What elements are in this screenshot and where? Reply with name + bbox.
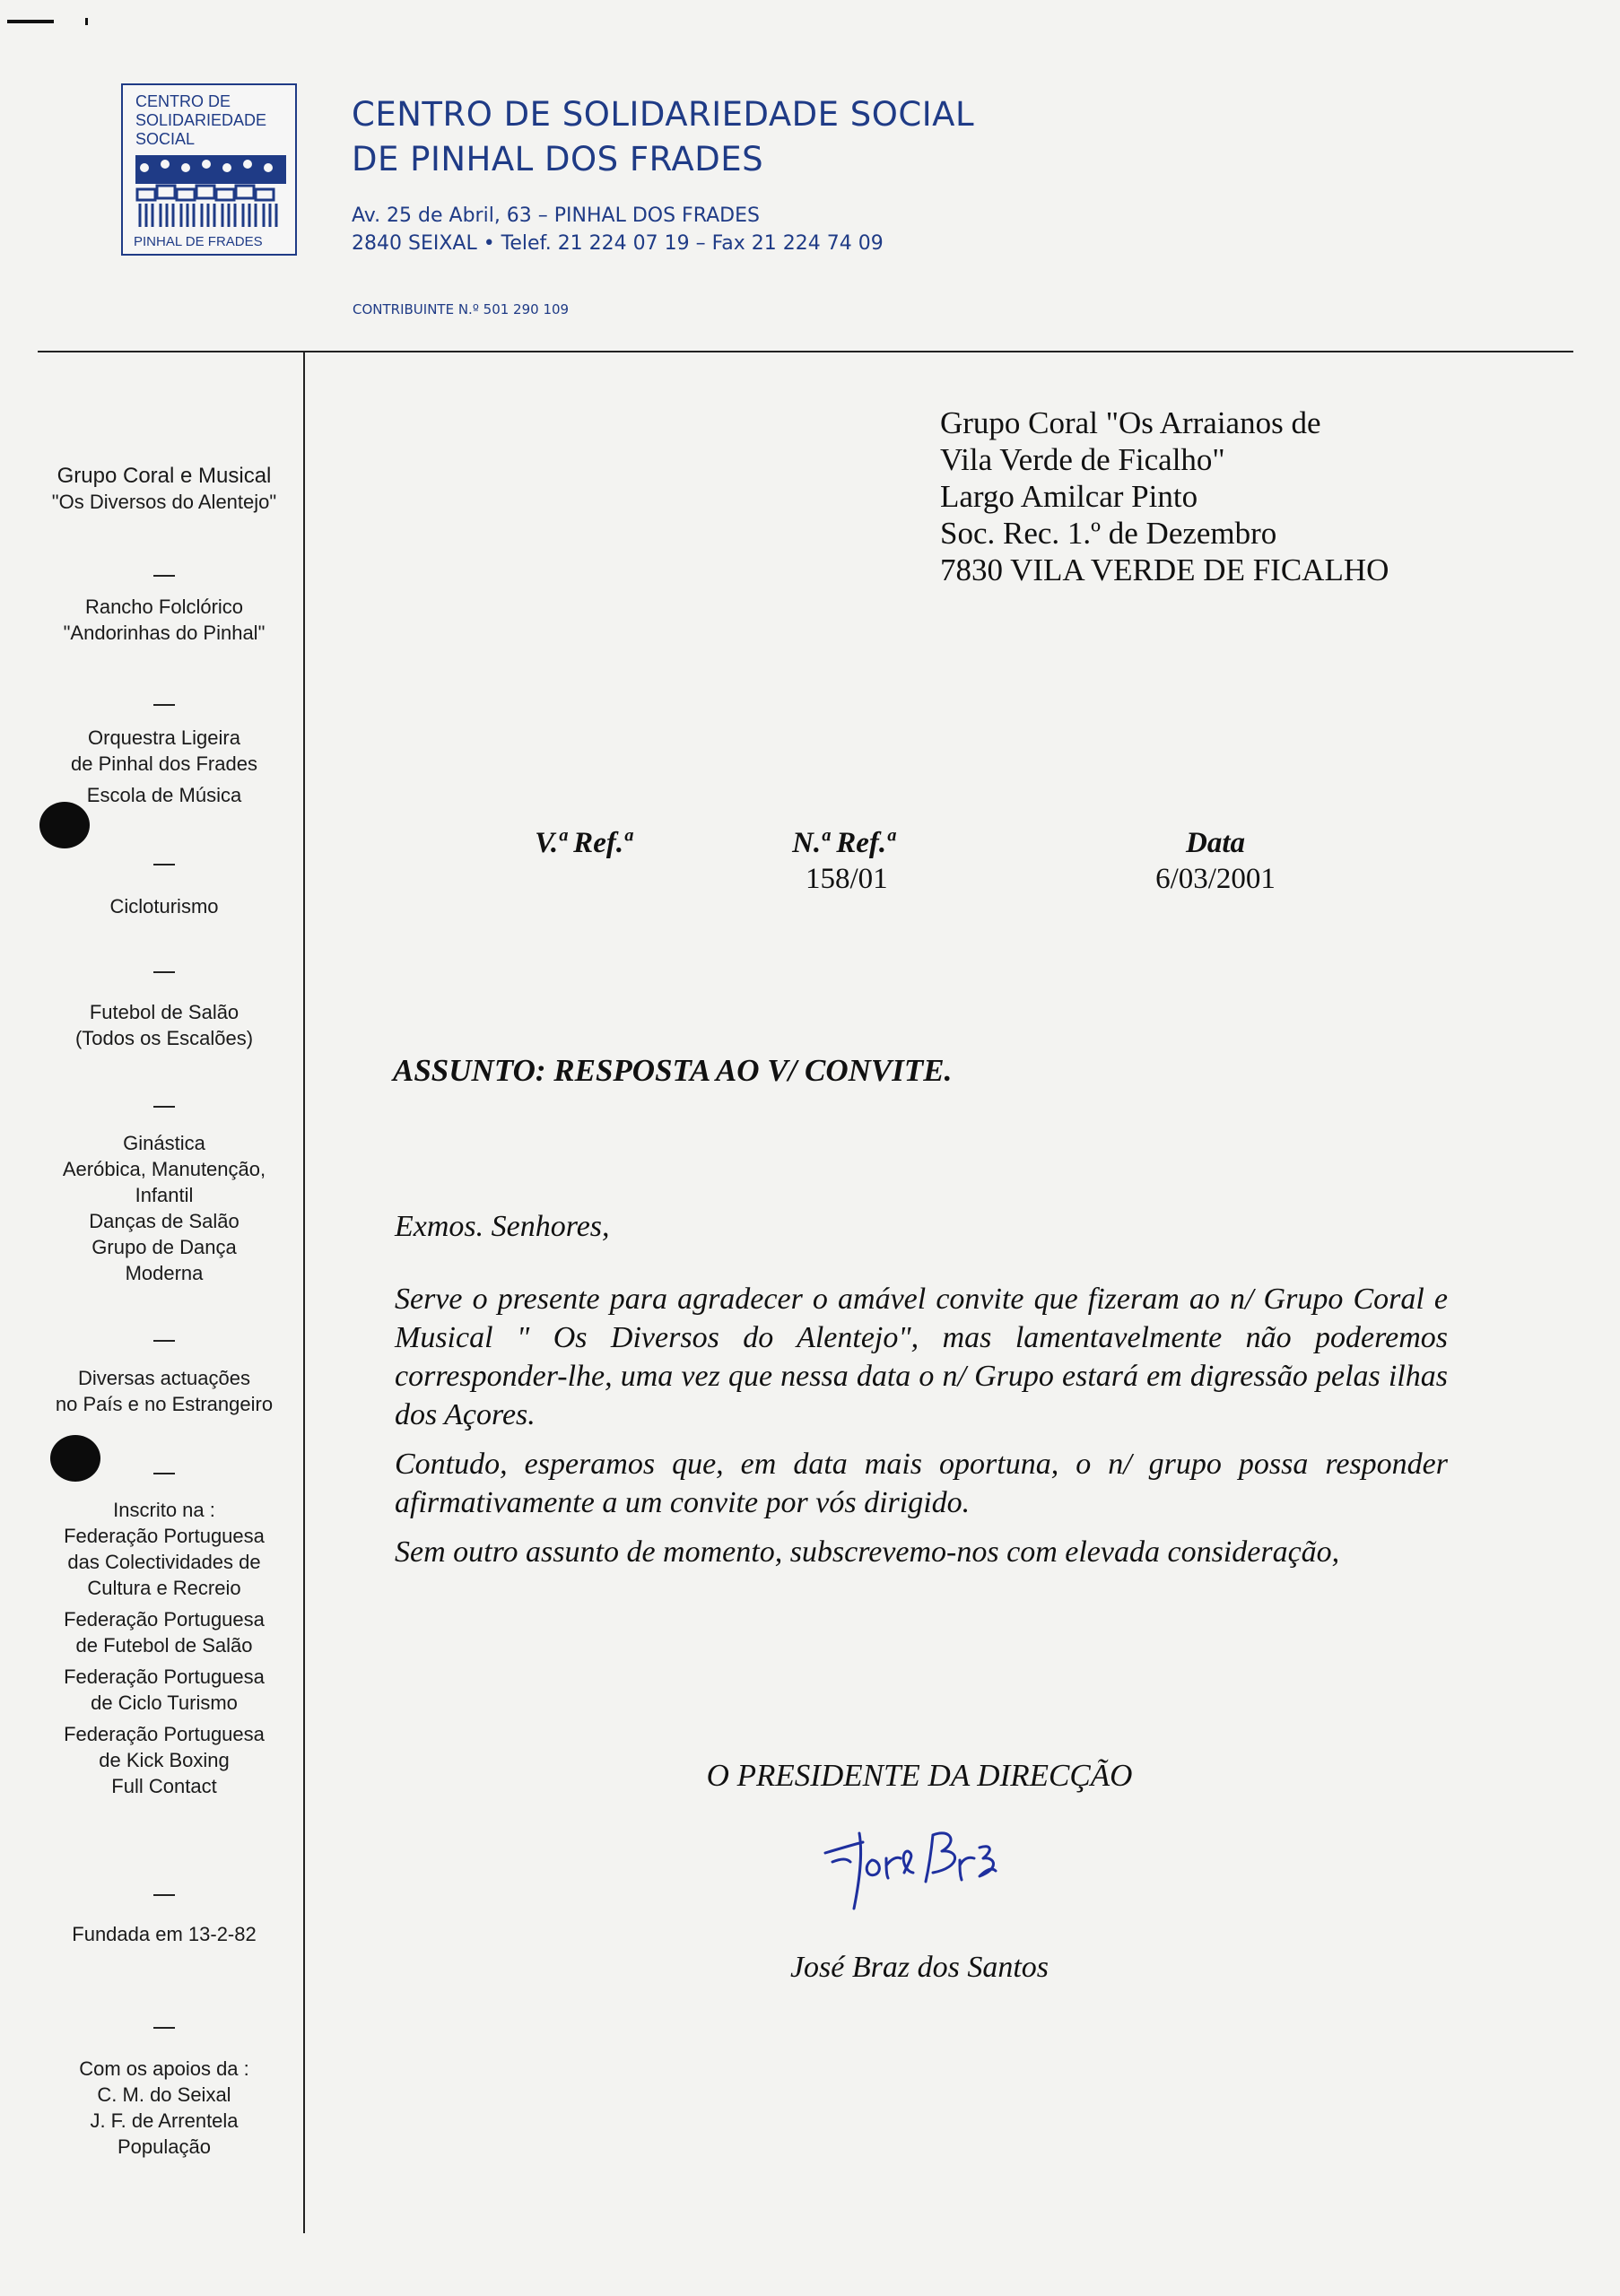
sidebar-line: Ginástica: [123, 1132, 205, 1154]
our-reference-value: 158/01: [806, 863, 888, 895]
sidebar-group: [34, 463, 294, 515]
sidebar-line: Moderna: [125, 1262, 204, 1284]
letter-date: [1121, 825, 1310, 897]
recipient-line: Largo Amilcar Pinto: [940, 479, 1198, 514]
sidebar-separator: [34, 2009, 294, 2035]
sidebar-line: de Ciclo Turismo: [91, 1692, 238, 1714]
sidebar-line: das Colectividades de: [67, 1551, 261, 1573]
our-reference: [762, 825, 924, 897]
sidebar-line: População: [118, 2135, 211, 2158]
sidebar-line: Grupo de Dança: [91, 1236, 237, 1258]
tax-number: CONTRIBUINTE N.º 501 290 109: [353, 301, 570, 317]
logo-caption: PINHAL DE FRADES: [134, 234, 263, 249]
address-line1: Av. 25 de Abril, 63 – PINHAL DOS FRADES: [352, 204, 760, 227]
logo-line: SOCIAL: [135, 130, 196, 148]
date-label: Data: [1186, 827, 1245, 859]
body-paragraph: Contudo, esperamos que, em data mais oportuna, o n/ grupo possa responder afirmativamente a um convite por vós dirigido.: [395, 1448, 1448, 1519]
sidebar-line: J. F. de Arrentela: [90, 2109, 239, 2132]
sidebar-line: de Kick Boxing: [99, 1749, 230, 1771]
logo-line: CENTRO DE: [135, 92, 231, 110]
your-reference: [502, 825, 664, 861]
sidebar-line: Diversas actuações: [78, 1367, 250, 1389]
punch-hole: [39, 802, 90, 848]
sidebar-separator: [34, 953, 294, 979]
sidebar-line: Full Contact: [111, 1775, 217, 1797]
sidebar-line: Fundada em 13-2-82: [72, 1923, 257, 1945]
sidebar-separator: [34, 846, 294, 872]
organization-name-line1: CENTRO DE SOLIDARIEDADE SOCIAL: [352, 95, 975, 134]
sidebar-line: "Andorinhas do Pinhal": [63, 622, 266, 644]
header-divider: [38, 351, 1573, 352]
body-paragraph: Sem outro assunto de momento, subscrevemo-nos com elevada consideração,: [395, 1535, 1340, 1569]
sidebar-line: Rancho Folclórico: [84, 596, 244, 618]
sidebar-line: Futebol de Salão: [89, 1001, 240, 1023]
sidebar-group: [34, 725, 294, 808]
sidebar-separator: [34, 557, 294, 583]
choir-figures-icon: [135, 155, 286, 232]
sidebar-line: Orquestra Ligeira: [88, 726, 240, 749]
sidebar-line: Inscrito na :: [113, 1499, 215, 1521]
sidebar-line: Aeróbica, Manutenção,: [62, 1158, 266, 1180]
organization-name-line2: DE PINHAL DOS FRADES: [352, 140, 764, 178]
sidebar-separator: [34, 1876, 294, 1902]
body-paragraph: Serve o presente para agradecer o amável convite que fizeram ao n/ Grupo Coral e Musical " Os Diversos do Alentejo", mas lamentavelmente não poderemos corresponder-lhe, uma vez que nessa data o n/ Grupo estará em digressão pelas ilhas dos Açores.: [395, 1283, 1448, 1431]
recipient-line: 7830 VILA VERDE DE FICALHO: [940, 552, 1389, 587]
punch-hole: [50, 1435, 100, 1482]
sidebar-line: C. M. do Seixal: [97, 2083, 231, 2106]
sidebar-line: "Os Diversos do Alentejo": [51, 491, 277, 513]
recipient-line: Vila Verde de Ficalho": [940, 442, 1225, 477]
sidebar-line: Federação Portuguesa: [64, 1665, 265, 1688]
recipient-line: Grupo Coral "Os Arraianos de: [940, 405, 1321, 440]
letter-body: [395, 1207, 1448, 1582]
date-value: 6/03/2001: [1155, 863, 1276, 895]
sidebar-group: [34, 2056, 294, 2160]
scan-mark: [7, 20, 54, 23]
sidebar-line: no País e no Estrangeiro: [55, 1393, 274, 1415]
signatory-title: O PRESIDENTE DA DIRECÇÃO: [706, 1758, 1133, 1793]
logo-line: SOLIDARIEDADE: [135, 111, 267, 129]
sidebar-line: Infantil: [135, 1184, 194, 1206]
recipient-address: [940, 404, 1568, 588]
organization-address: [352, 202, 1159, 257]
our-reference-label: N.ª Ref.ª: [792, 827, 894, 859]
your-reference-label: V.ª Ref.ª: [535, 827, 631, 859]
sidebar-line: Cicloturismo: [109, 895, 219, 918]
signatory-name: José Braz dos Santos: [789, 1951, 1050, 1984]
sidebar-separator: [34, 686, 294, 712]
sidebar-group: [34, 1921, 294, 1947]
sidebar-group: [34, 1497, 294, 1799]
subject-line: ASSUNTO: RESPOSTA AO V/ CONVITE.: [393, 1053, 953, 1088]
scan-mark-dot: [85, 18, 88, 25]
sidebar-line: Danças de Salão: [89, 1210, 240, 1232]
sidebar-group: [34, 1130, 294, 1286]
greeting: Exmos. Senhores,: [395, 1210, 610, 1243]
logo-text: [135, 92, 266, 149]
handwritten-signature: [816, 1819, 1023, 1918]
sidebar-line: Federação Portuguesa: [64, 1723, 265, 1745]
sidebar-line: Grupo Coral e Musical: [57, 464, 272, 488]
sidebar-line: Com os apoios da :: [79, 2057, 249, 2080]
sidebar-line: Federação Portuguesa: [64, 1525, 265, 1547]
sidebar-group: [34, 594, 294, 646]
sidebar-divider: [303, 352, 305, 2233]
sidebar-line: Federação Portuguesa: [64, 1608, 265, 1631]
sidebar-group: [34, 1365, 294, 1417]
sidebar-group: [34, 893, 294, 919]
recipient-line: Soc. Rec. 1.º de Dezembro: [940, 516, 1277, 551]
sidebar-group: [34, 999, 294, 1051]
organization-logo: [121, 83, 297, 256]
sidebar-line: de Futebol de Salão: [75, 1634, 253, 1657]
sidebar-separator: [34, 1322, 294, 1348]
sidebar-line: Escola de Música: [86, 784, 242, 806]
sidebar-line: de Pinhal dos Frades: [71, 752, 257, 775]
sidebar-separator: [34, 1088, 294, 1114]
sidebar-line: Cultura e Recreio: [87, 1577, 241, 1599]
sidebar-line: (Todos os Escalões): [74, 1027, 254, 1049]
organization-name: [352, 92, 1159, 182]
address-line2: 2840 SEIXAL • Telef. 21 224 07 19 – Fax 21 224 74 09: [352, 232, 884, 255]
